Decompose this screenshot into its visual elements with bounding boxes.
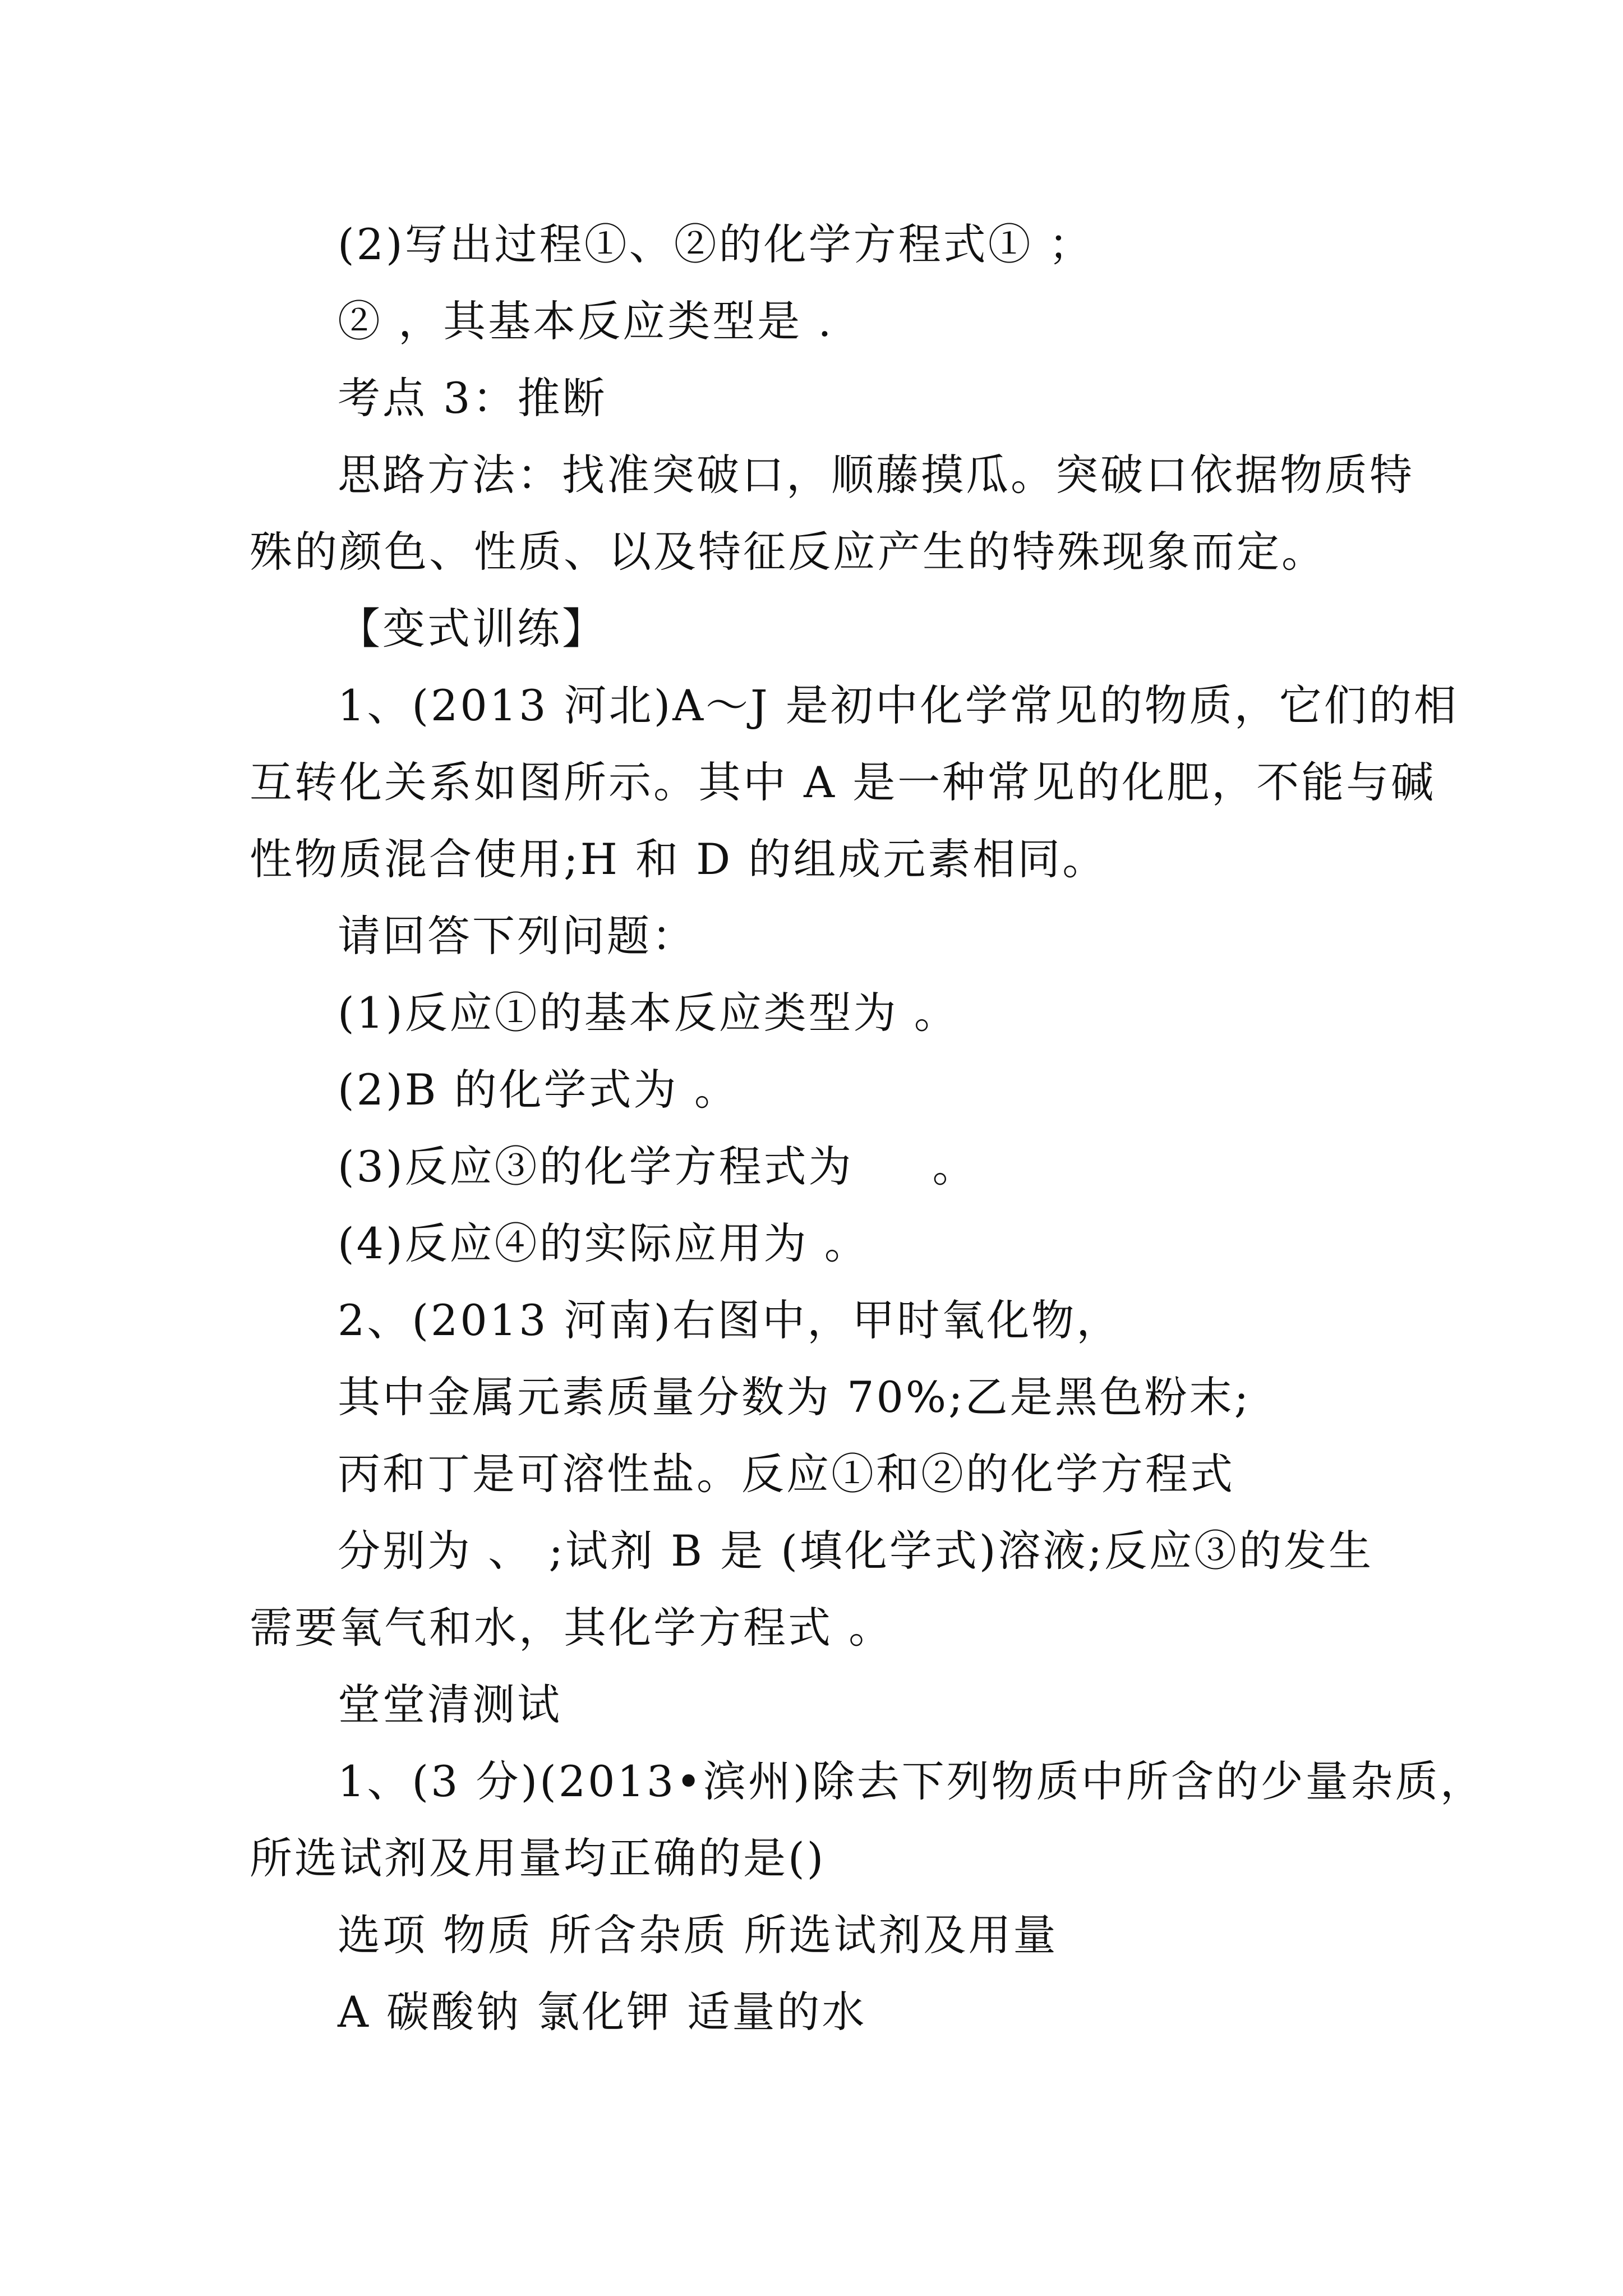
question-text: 需要氧气和水，其化学方程式 。 [250, 1603, 894, 1653]
question-text: 1、(2013 河北)A～J 是初中化学常见的物质，它们的相 [338, 680, 1459, 730]
section-heading: 考点 3：推断 [338, 373, 607, 423]
table-header-line: 选项 物质 所含杂质 所选试剂及用量 [338, 1910, 1058, 1960]
question-text: 1、(3 分)(2013•滨州)除去下列物质中所含的少量杂质， [338, 1756, 1485, 1806]
section-heading: 【变式训练】 [338, 604, 607, 654]
question-item: (1)反应①的基本反应类型为 。 [338, 988, 959, 1038]
question-text: 丙和丁是可溶性盐。反应①和②的化学方程式 [338, 1449, 1235, 1499]
question-item: (4)反应④的实际应用为 。 [338, 1218, 869, 1268]
table-row-line: A 碳酸钠 氯化钾 适量的水 [338, 1987, 867, 2037]
question-text: 请回答下列问题： [338, 911, 697, 961]
question-item: (3)反应③的化学方程式为 。 [338, 1142, 978, 1191]
text-line: (2)写出过程①、②的化学方程式① ； [338, 219, 1094, 269]
text-line: ② ，其基本反应类型是 . [338, 296, 834, 346]
question-text: 其中金属元素质量分数为 70%;乙是黑色粉末; [338, 1372, 1251, 1422]
question-text: 2、(2013 河南)右图中，甲时氧化物， [338, 1295, 1122, 1345]
question-text: 互转化关系如图所示。其中 A 是一种常见的化肥，不能与碱 [250, 757, 1436, 807]
section-heading: 堂堂清测试 [338, 1680, 562, 1729]
text-line: 殊的颜色、性质、以及特征反应产生的特殊现象而定。 [250, 527, 1326, 577]
question-item: (2)B 的化学式为 。 [338, 1065, 739, 1115]
text-line: 思路方法：找准突破口，顺藤摸瓜。突破口依据物质特 [338, 450, 1414, 500]
question-text: 性物质混合使用;H 和 D 的组成元素相同。 [250, 834, 1108, 884]
question-text: 所选试剂及用量均正确的是() [250, 1833, 826, 1883]
question-text: 分别为 、 ;试剂 B 是 (填化学式)溶液;反应③的发生 [338, 1526, 1374, 1576]
